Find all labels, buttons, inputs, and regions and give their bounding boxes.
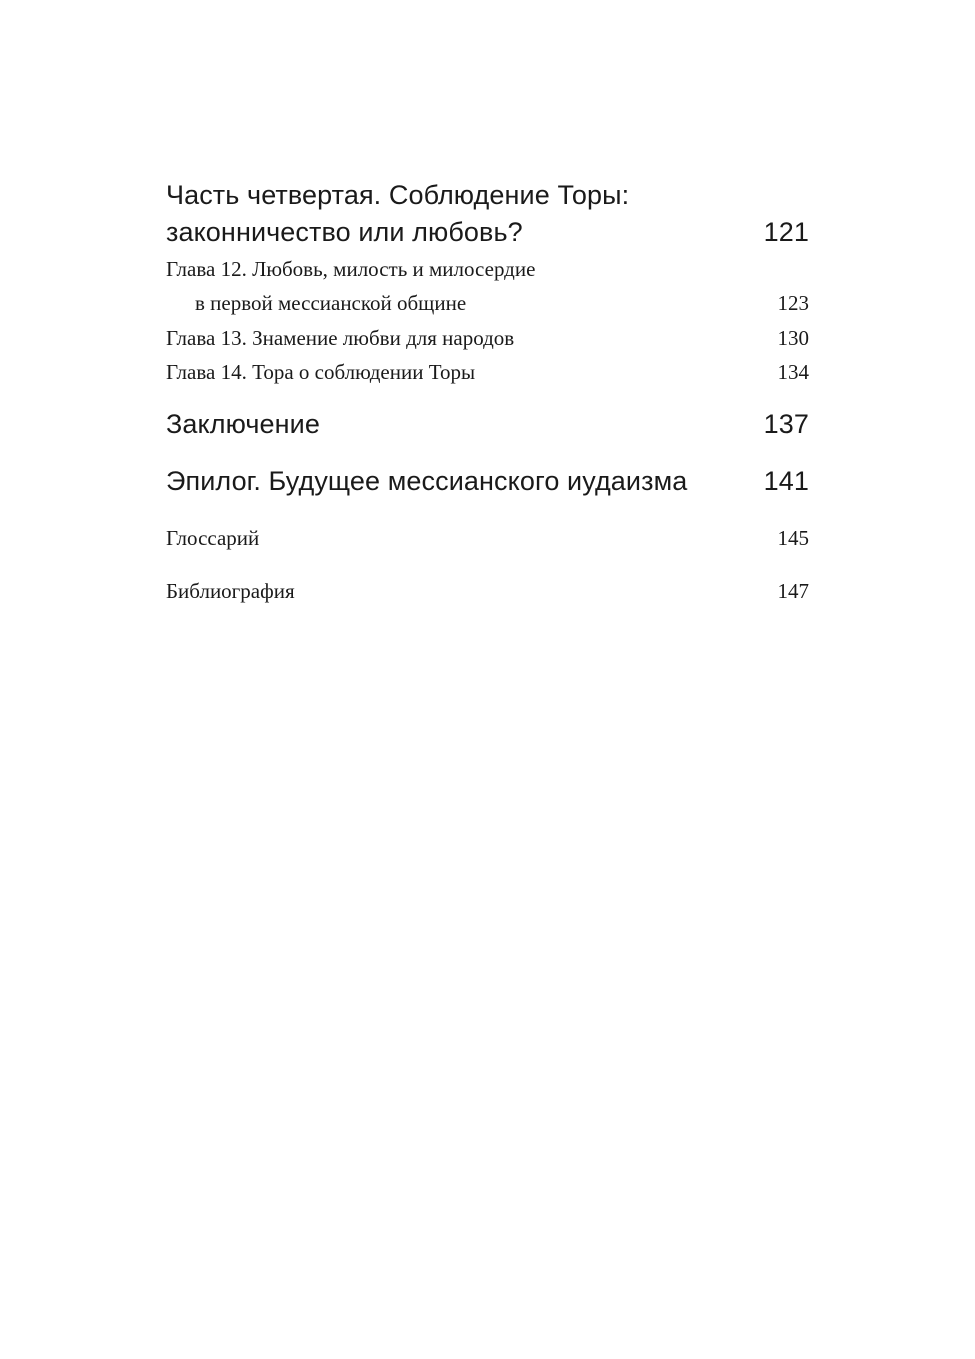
toc-chapter13-page: 130 (777, 326, 809, 350)
toc-epilogue-title: Эпилог. Будущее мессианского иудаизма (166, 466, 688, 496)
toc-chapter14-title: Глава 14. Тора о соблюдении Торы (166, 360, 476, 384)
toc-chapter12-page: 123 (777, 291, 809, 315)
toc-part4-line2 (166, 217, 809, 251)
toc-chapter12-title-line2: в первой мессианской общине (195, 291, 467, 315)
toc-chapter14 (166, 360, 809, 386)
toc-epilogue (166, 466, 809, 500)
toc-chapter13 (166, 326, 809, 352)
toc-bibliography (166, 579, 809, 605)
toc-chapter13-title: Глава 13. Знамение любви для народов (166, 326, 515, 350)
toc-chapter14-page: 134 (777, 360, 809, 384)
toc-glossary (166, 526, 809, 552)
toc-part4-line1 (166, 180, 809, 214)
toc-chapter12-title-line1: Глава 12. Любовь, милость и милосердие (166, 257, 536, 281)
toc-chapter12-line1 (166, 257, 809, 283)
toc-epilogue-page: 141 (763, 466, 809, 496)
toc-conclusion-page: 137 (763, 409, 809, 439)
toc-chapter12-line2 (166, 291, 809, 317)
toc-conclusion-title: Заключение (166, 409, 320, 439)
toc-glossary-page: 145 (777, 526, 809, 550)
toc-part4-title-line1: Часть четвертая. Соблюдение Торы: (166, 180, 630, 210)
toc-glossary-title: Глоссарий (166, 526, 260, 550)
toc-part4-page: 121 (763, 217, 809, 247)
toc-bibliography-title: Библиография (166, 579, 295, 603)
toc-part4-title-line2: законничество или любовь? (166, 217, 523, 247)
toc-bibliography-page: 147 (777, 579, 809, 603)
toc-conclusion (166, 409, 809, 443)
